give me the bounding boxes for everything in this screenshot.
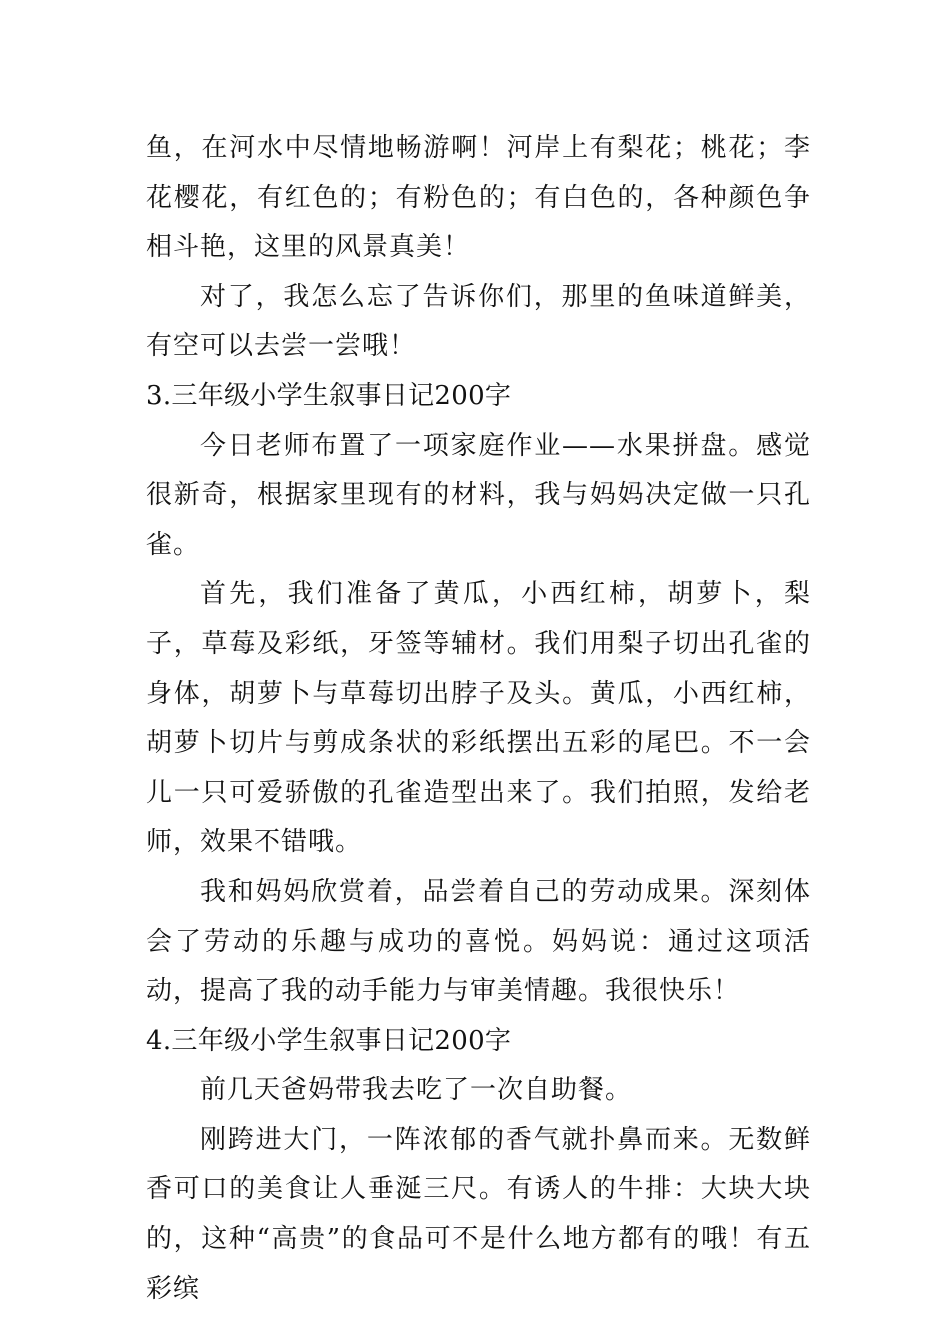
- paragraph-enjoyment: 我和妈妈欣赏着，品尝着自己的劳动成果。深刻体会了劳动的乐趣与成功的喜悦。妈妈说：通过这项活动，提高了我的动手能力与审美情趣。我很快乐！: [146, 876, 811, 1007]
- section-heading-3: 3.三年级小学生叙事日记200字: [146, 380, 512, 411]
- document-body: [146, 124, 811, 1314]
- paragraph-scenery-ending: 鱼，在河水中尽情地畅游啊！河岸上有梨花；桃花；李花樱花，有红色的；有粉色的；有白色的，各种颜色争相斗艳，这里的风景真美！: [146, 133, 811, 263]
- paragraph-preparation: 首先，我们准备了黄瓜，小西红柿，胡萝卜，梨子，草莓及彩纸，牙签等辅材。我们用梨子切出孔雀的身体，胡萝卜与草莓切出脖子及头。黄瓜，小西红柿，胡萝卜切片与剪成条状的彩纸摆出五彩的尾巴。不一会儿一只可爱骄傲的孔雀造型出来了。我们拍照，发给老师，效果不错哦。: [146, 579, 811, 858]
- paragraph-buffet-intro: 前几天爸妈带我去吃了一次自助餐。: [200, 1075, 633, 1106]
- paragraph-buffet-entrance: 刚跨进大门，一阵浓郁的香气就扑鼻而来。无数鲜香可口的美食让人垂涎三尺。有诱人的牛排：大块大块的，这种“高贵”的食品可不是什么地方都有的哦！有五彩缤: [146, 1124, 811, 1304]
- paragraph-homework: 今日老师布置了一项家庭作业——水果拼盘。感觉很新奇，根据家里现有的材料，我与妈妈决定做一只孔雀。: [146, 430, 811, 560]
- paragraph-fish-taste: 对了，我怎么忘了告诉你们，那里的鱼味道鲜美，有空可以去尝一尝哦！: [146, 281, 811, 362]
- section-heading-4: 4.三年级小学生叙事日记200字: [146, 1025, 512, 1056]
